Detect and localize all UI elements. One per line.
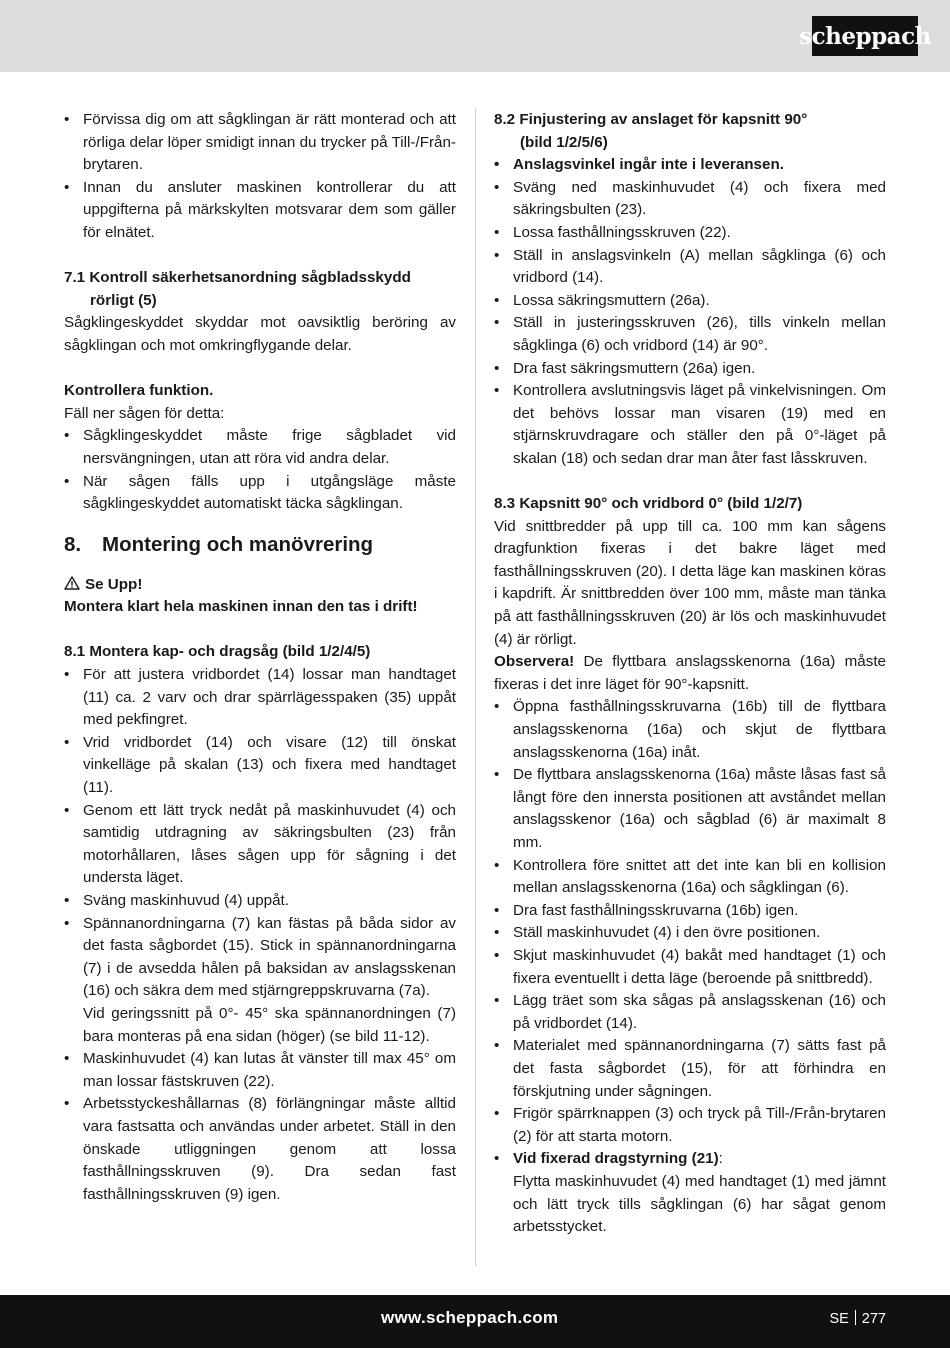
list-item: • Sågklingeskyddet måste frige sågbladet vid nersvängningen, utan att röra vid andra delar. — [64, 425, 456, 470]
list-item: • Dra fast säkringsmuttern (26a) igen. — [494, 358, 886, 381]
warning-triangle-icon — [64, 576, 80, 590]
list-item: • Dra fast fasthållningsskruvarna (16b) igen. — [494, 900, 886, 923]
observe-note: Observera! De flyttbara anslagsskenorna (16a) måste fixeras i det inre läget för 90°-kapsnitt. — [494, 653, 886, 693]
section-8-2-list — [494, 154, 886, 470]
list-item: • Frigör spärrknappen (3) och tryck på Till-/Från-brytaren (2) för att starta motorn. — [494, 1103, 886, 1148]
section-8-1-list — [64, 664, 456, 1206]
list-item: • Lossa fasthållningsskruven (22). — [494, 222, 886, 245]
check-function-intro: Fäll ner sågen för detta: — [64, 404, 225, 422]
header-band — [0, 0, 950, 72]
list-item: • Ställ in anslagsvinkeln (A) mellan sågklinga (6) och vridbord (14). — [494, 245, 886, 290]
list-item: • Lägg träet som ska sågas på anslagsskenan (16) och på vridbordet (14). — [494, 990, 886, 1035]
list-item: • Materialet med spännanordningarna (7) sätts fast på det fasta sågbordet (15), för att förhindra en förskjutning under sågningen. — [494, 1035, 886, 1103]
section-8-3-heading: 8.3 Kapsnitt 90° och vridbord 0° (bild 1/2/7) — [494, 495, 803, 513]
list-item: • Innan du ansluter maskinen kontrollerar du att uppgifterna på märkskylten motsvarar dem som gäller för elnätet. — [64, 177, 456, 245]
list-item: • Anslagsvinkel ingår inte i leveransen. — [494, 154, 886, 177]
list-item: • Vid fixerad dragstyrning (21): Flytta maskinhuvudet (4) med handtaget (1) med jämnt och lätt tryck tills sågklingan (6) har sågat genom arbetsstycket. — [494, 1148, 886, 1238]
right-column — [494, 109, 886, 1239]
section-8-3-list — [494, 696, 886, 1238]
footer-website-link[interactable]: www.scheppach.com — [381, 1308, 559, 1327]
list-item: • Arbetsstyckeshållarnas (8) förlängningar måste alltid vara fastsatta och användas under arbetet. Ställ in den önskade utliggningen genom att lossa fasthållningsskruven (9). Dra sedan fast fasthållningsskruven (9) igen. — [64, 1093, 456, 1206]
left-column — [64, 109, 456, 1206]
list-item: • Lossa säkringsmuttern (26a). — [494, 290, 886, 313]
column-divider — [475, 108, 476, 1266]
list-item: • Kontrollera avslutningsvis läget på vinkelvisningen. Om det behövs lossar man visaren (19) med en stjärnskruvdragare och ställer den på 0°-läget på skalan (18) och sedan drar man åter fast låsskruven. — [494, 380, 886, 470]
list-item: • Sväng maskinhuvud (4) uppåt. — [64, 890, 456, 913]
page-number: SE 277 — [829, 1311, 886, 1327]
brand-logo: scheppach — [812, 16, 918, 56]
section-7-1-heading: 7.1 Kontroll säkerhetsanordning sågbladsskydd rörligt (5) — [64, 269, 411, 309]
section-8-2-heading: 8.2 Finjustering av anslaget för kapsnitt 90° (bild 1/2/5/6) — [494, 111, 808, 151]
section-8-1-heading: 8.1 Montera kap- och dragsåg (bild 1/2/4/5) — [64, 643, 371, 661]
list-item: • Skjut maskinhuvudet (4) bakåt med handtaget (1) och fixera eventuellt i detta läge (beroende på snittbredd). — [494, 945, 886, 990]
check-function-list — [64, 425, 456, 515]
list-item: • Maskinhuvudet (4) kan lutas åt vänster till max 45° om man lossar fästskruven (22). — [64, 1048, 456, 1093]
list-item: • När sågen fälls upp i utgångsläge måste sågklingeskyddet automatiskt täcka sågklingan. — [64, 471, 456, 516]
list-item: • Spännanordningarna (7) kan fästas på båda sidor av det fasta sågbordet (15). Stick in spännanordningarna (7) i de avsedda hålen på baksidan av anslagsskenan (16) och säkra dem med stjärngreppskruvarna (7a). Vid geringssnitt på 0°- 45° ska spännanordningen (7) bara monteras på ena sidan (höger) (se bild 11-12). — [64, 913, 456, 1049]
list-item: • Kontrollera före snittet att det inte kan bli en kollision mellan anslagsskenorna (16a) och sågklingan (6). — [494, 855, 886, 900]
list-item: • Förvissa dig om att sågklingan är rätt monterad och att rörliga delar löper smidigt innan du trycker på Till-/Från-brytaren. — [64, 109, 456, 177]
section-8-3-text: Vid snittbredder på upp till ca. 100 mm kan sågens dragfunktion fixeras i det bakre läget med fasthållningsskruven (20). I detta läge kan maskinen köras i kapdrift. Är snittbredden över 100 mm, måste man tänka på att fasthållningsskruven (20) är lös och maskinhuvudet (4) är rörligt. — [494, 517, 886, 648]
warning-title: Se Upp! — [64, 574, 456, 597]
list-item: • Ställ in justeringsskruven (26), tills vinkeln mellan sågklinga (6) och vridbord (14) är 90°. — [494, 312, 886, 357]
list-item: • Ställ maskinhuvudet (4) i den övre positionen. — [494, 922, 886, 945]
list-item: • Öppna fasthållningsskruvarna (16b) till de flyttbara anslagsskenorna (16a) och skjut de flyttbara anslagsskenorna (16a) inåt. — [494, 696, 886, 764]
check-function-heading: Kontrollera funktion. — [64, 382, 214, 400]
chapter-8-heading: 8. Montering och manövrering — [64, 532, 374, 556]
list-item: • De flyttbara anslagsskenorna (16a) måste låsas fast så långt före den innersta positionen att avståndet mellan anslagsskenor (16a) och sågblad (6) är maximalt 8 mm. — [494, 764, 886, 854]
footer-band — [0, 1295, 950, 1348]
list-item: • För att justera vridbordet (14) lossar man handtaget (11) ca. 2 varv och drar spärrlägesspaken (35) uppåt med pekfingret. — [64, 664, 456, 732]
list-item: • Vrid vridbordet (14) och visare (12) till önskat vinkelläge på skalan (13) och fixera med handtaget (11). — [64, 732, 456, 800]
list-item: • Genom ett lätt tryck nedåt på maskinhuvudet (4) och samtidig utdragning av säkringsbulten (23) från motorhållaren, låses sågen upp för sågning i det understa läget. — [64, 800, 456, 890]
intro-list — [64, 109, 456, 245]
list-item: • Sväng ned maskinhuvudet (4) och fixera med säkringsbulten (23). — [494, 177, 886, 222]
warning-text: Montera klart hela maskinen innan den tas i drift! — [64, 598, 418, 616]
section-7-1-text: Sågklingeskyddet skyddar mot oavsiktlig beröring av sågklingan och mot omkringflygande delar. — [64, 314, 456, 354]
